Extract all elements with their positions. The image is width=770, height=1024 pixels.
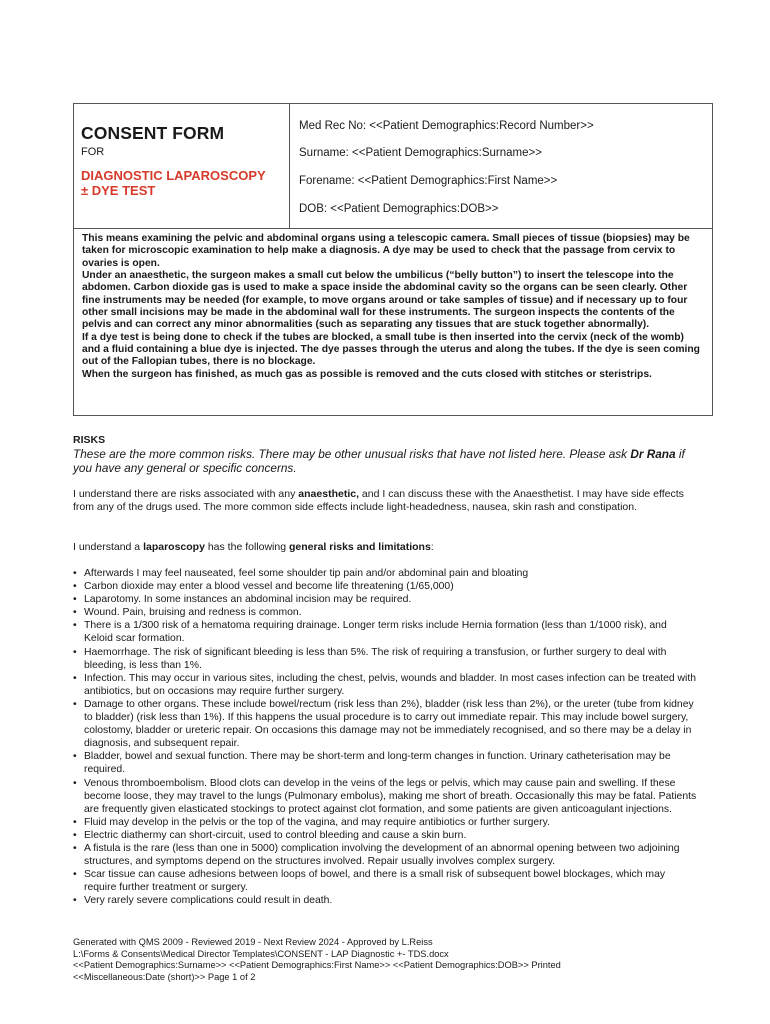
header-top-row [74,104,712,229]
risk-item-text: Wound. Pain, bruising and redness is common. [84,607,302,619]
bullet-icon: • [73,869,77,881]
description-paragraph: Under an anaesthetic, the surgeon makes a small cut below the umbilicus (“belly button”) to insert the telescope into the abdomen. Carbon dioxide gas is used to make a space inside the abdominal cavity so the organs can be seen clearly. Other fine instruments may be needed (for example, to move organs around or take samples of tissue) and if necessary up to four other small incisions may be made in the abdominal wall for these instruments. The surgeon inspects the contents of the pelvis and can correct any minor abnormalities (such as separating any tissues that are stuck together abnormally). [82,270,688,331]
bullet-icon: • [73,607,77,619]
procedure-title-line2: ± DYE TEST [81,183,156,198]
bullet-icon: • [73,829,77,841]
procedure-title-line1: DIAGNOSTIC LAPAROSCOPY [81,168,266,183]
anaesthetic-paragraph [73,488,698,514]
general-risks-bold: general risks and limitations [288,541,431,553]
risk-item-text: Bladder, bowel and sexual function. There may be short-term and long-term changes in function. Urinary catheterisation may be required. [84,751,671,776]
bullet-icon: • [73,698,77,710]
risk-item [73,672,698,698]
risk-item [73,580,698,593]
description-paragraph: If a dye test is being done to check if the tubes are blocked, a small tube is then inserted into the cervix (neck of the womb) and a fluid containing a blue dye is injected. The dye passes through the uterus and along the tubes. If the dye is seen coming out of the Fallopian tubes, there is no blockage. [82,331,700,368]
forename-field: Forename: <<Patient Demographics:First Name>> [299,175,558,187]
risk-item [73,842,698,868]
laparoscopy-text-end: : [430,541,434,553]
bullet-icon: • [73,777,77,789]
form-title: CONSENT FORM [81,123,225,143]
risks-heading: RISKS [73,434,106,446]
risk-item-text: Fluid may develop in the pelvis or the top of the vagina, and may require antibiotics or further surgery. [84,816,550,828]
risk-item [73,698,698,750]
risk-item [73,894,698,907]
doctor-name: Dr Rana [630,447,676,461]
anaesthetic-bold: anaesthetic, [298,488,359,500]
risks-intro [73,447,703,475]
footer-patient-line: <<Patient Demographics:Surname>> <<Patient Demographics:First Name>> <<Patient Demographics:DOB>> Printed [73,960,561,971]
risk-item [73,593,698,606]
bullet-icon: • [73,751,77,763]
risk-item-text: Electric diathermy can short-circuit, used to control bleeding and cause a skin burn. [84,829,467,841]
risks-intro-text-end: if you have any general or specific concerns. [73,447,685,475]
risk-list [73,567,698,907]
bullet-icon: • [73,568,77,579]
form-title-cell [74,104,290,228]
risk-item-text: Infection. This may occur in various sites, including the chest, pelvis, wounds and bladder. In most cases infection can be treated with antibiotics, but on occasions may require further surgery. [84,672,697,697]
risk-item [73,868,698,894]
bullet-icon: • [73,581,77,593]
laparoscopy-bold: laparoscopy [143,541,205,553]
dob-field: DOB: <<Patient Demographics:DOB>> [299,203,499,215]
risk-item-text: A fistula is the rare (less than one in 5000) complication involving the development of an abnormal opening between two adjoining structures, and symptoms depend on the structures involved. Repair usually involves complex surgery. [84,842,680,868]
risk-item-text: Venous thromboembolism. Blood clots can develop in the veins of the legs or pelvis, which may cause pain and swelling. If these become loose, they may travel to the lungs (Pulmonary embolus), making me short of breath. Occasionally this may be fatal. Patients are frequently given elasticated stockings to protect against clot formation, and some patients are given anticoagulant injections. [84,777,697,815]
risk-item-text: Damage to other organs. These include bowel/rectum (risk less than 2%), bladder (risk less than 2%), or the ureter (tube from kidney to bladder) (risk less than 1%). If this happens the usual procedure is to carry out immediate repair. This may include bowel surgery, colostomy, bladder or ureteric repair. On occasions this damage may not be immediately recognised, and so there may be a delay in diagnosis, and subsequent repair. [84,698,694,750]
risk-item-text: There is a 1/300 risk of a hematoma requiring drainage. Longer term risks include Hernia formation (less than 1/1000 risk), and Keloid scar formation. [84,620,667,645]
description-paragraph: This means examining the pelvic and abdominal organs using a telescopic camera. Small pieces of tissue (biopsies) may be taken for microscopic examination to help make a diagnosis. A dye may be used to check that the passage from cervix to ovaries is open. [82,233,690,269]
med-rec-field: Med Rec No: <<Patient Demographics:Record Number>> [299,120,594,132]
risk-item [73,567,698,580]
bullet-icon: • [73,620,77,632]
procedure-title [81,168,291,198]
consent-header-table [73,103,713,416]
risk-item-text: Laparotomy. In some instances an abdominal incision may be required. [84,594,412,606]
anaesthetic-text: I understand there are risks associated with any [73,488,299,500]
risk-item [73,606,698,619]
form-for-label: FOR [81,146,105,158]
bullet-icon: • [73,594,77,606]
bullet-icon: • [73,646,77,658]
laparoscopy-text-mid: has the following [204,541,289,553]
risk-item-text: Afterwards I may feel nauseated, feel some shoulder tip pain and/or abdominal pain and bloating [84,568,529,579]
risk-item-text: Scar tissue can cause adhesions between loops of bowel, and there is a small risk of subsequent bowel blockages, which may require further treatment or surgery. [84,869,666,894]
risk-item [73,750,698,776]
risks-intro-text: These are the more common risks. There may be other unusual risks that have not listed here. Please ask [73,447,631,461]
risk-item [73,646,698,672]
patient-fields-cell [290,104,712,228]
bullet-icon: • [73,816,77,828]
risk-item [73,816,698,829]
anaesthetic-text-end: and I can discuss these with the Anaesthetist. I may have side effects from any of the drugs used. The more common side effects include light-headedness, nausea, skin rash and constipation. [73,488,684,513]
risk-item [73,777,698,816]
document-footer [73,937,693,983]
footer-generated-line: Generated with QMS 2009 - Reviewed 2019 - Next Review 2024 - Approved by L.Reiss [73,937,433,947]
description-paragraph: When the surgeon has finished, as much gas as possible is removed and the cuts closed with stitches or steristrips. [82,368,652,380]
bullet-icon: • [73,895,77,907]
laparoscopy-text: I understand a [73,541,144,553]
risk-item-text: Carbon dioxide may enter a blood vessel and become life threatening (1/65,000) [84,581,454,593]
risk-item [73,829,698,842]
surname-field: Surname: <<Patient Demographics:Surname>> [299,147,542,159]
bullet-icon: • [73,672,77,684]
bullet-icon: • [73,842,77,854]
procedure-description [74,229,712,415]
footer-path-line: L:\Forms & Consents\Medical Director Templates\CONSENT - LAP Diagnostic +- TDS.docx [73,948,449,959]
risk-item [73,619,698,645]
laparoscopy-paragraph [73,541,698,554]
risk-item-text: Very rarely severe complications could result in death. [84,895,333,907]
risk-item-text: Haemorrhage. The risk of significant bleeding is less than 5%. The risk of requiring a transfusion, or further surgery to deal with bleeding, is less than 1%. [84,646,667,671]
footer-page-line: <<Miscellaneous:Date (short)>> Page 1 of 2 [73,971,256,982]
